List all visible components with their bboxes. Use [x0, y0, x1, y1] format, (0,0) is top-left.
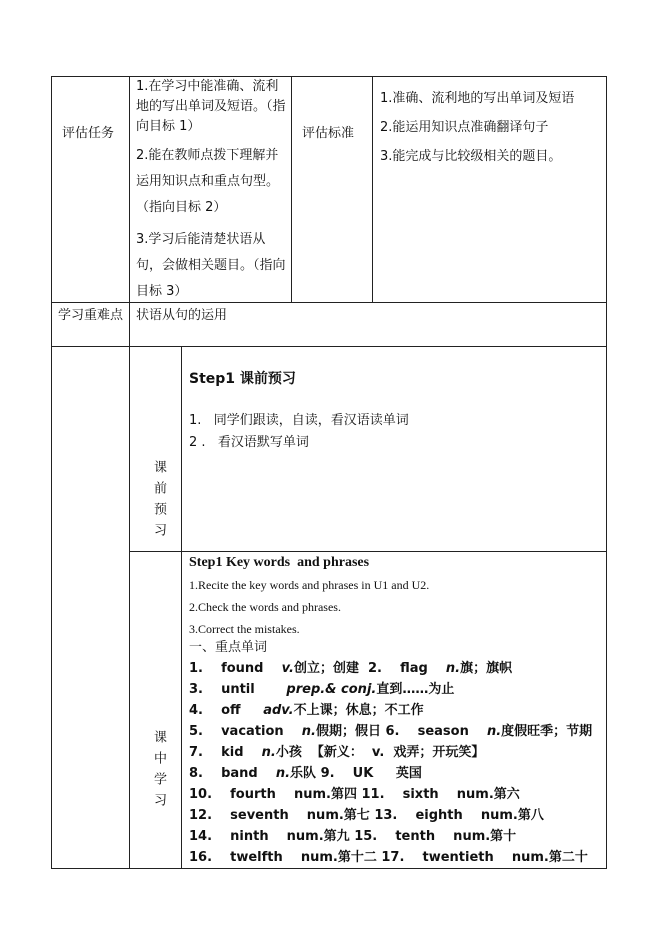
label-before-class-text: 课前预习 [151, 460, 166, 544]
part-of-speech: adv. [263, 703, 294, 718]
word-text: 5. vacation [189, 724, 302, 739]
word-text: 10. fourth num.第四 11. sixth num.第六 [189, 787, 520, 802]
word-text: 旗；旗帜 [460, 661, 513, 676]
key-difficulty-value: 状语从句的运用 [136, 308, 228, 323]
key-word-row [189, 659, 512, 679]
evaluation-standards-list [380, 84, 604, 171]
table-col-divider [129, 76, 130, 869]
table-col-divider [181, 346, 182, 869]
table-border-left [51, 76, 52, 869]
label-evaluation-standard: 评估标准 [302, 126, 355, 141]
key-word-row [189, 827, 516, 847]
key-word-row [189, 764, 422, 784]
task-item: 1.在学习中能准确、流利地的写出单词及短语。（指向目标 1） [136, 79, 286, 134]
part-of-speech: n. [486, 724, 502, 739]
before-class-step-title: Step1 课前预习 [189, 371, 296, 387]
key-word-row [189, 848, 588, 868]
word-text: 直到……为止 [376, 682, 455, 697]
label-in-class [145, 730, 165, 824]
word-text: 度假旺季；节期 [501, 724, 593, 739]
word-text: 12. seventh num.第七 13. eighth num.第八 [189, 808, 544, 823]
part-of-speech: prep.& conj. [286, 682, 377, 697]
key-word-row [189, 701, 424, 721]
in-class-instructions [189, 574, 429, 640]
table-border-right [606, 76, 607, 869]
label-evaluation-tasks: 评估任务 [62, 126, 115, 141]
before-class-items [189, 410, 409, 454]
key-word-row [189, 806, 544, 826]
table-row-divider [129, 551, 607, 552]
table-row-divider [51, 346, 607, 347]
table-row-divider [51, 302, 607, 303]
part-of-speech: v. [281, 661, 294, 676]
task-item: 2.能在教师点拨下理解并运用知识点和重点句型。（指向目标 2） [136, 148, 280, 215]
word-text: 假期；假日 6. season [315, 724, 487, 739]
label-before-class [145, 460, 165, 554]
section-heading-key-words: 一、重点单词 [189, 640, 268, 655]
task-item: 3.学习后能清楚状语从句，会做相关题目。（指向目标 3） [136, 232, 286, 299]
key-word-row [189, 785, 520, 805]
label-key-difficulty: 学习重难点 [58, 308, 124, 323]
key-word-row [189, 680, 454, 700]
key-word-row [189, 722, 592, 742]
instruction-item: 3.Correct the mistakes. [189, 622, 300, 636]
standard-item: 1.准确、流利地的写出单词及短语 [380, 91, 575, 106]
part-of-speech: n. [445, 661, 461, 676]
instruction-item: 1.Recite the key words and phrases in U1 and U2. [189, 578, 430, 592]
instruction-item: 2.Check the words and phrases. [189, 600, 341, 614]
label-in-class-text: 课中学习 [151, 730, 166, 814]
word-text: 8. band [189, 766, 276, 781]
word-text: 乐队 9. UK 英国 [290, 766, 422, 781]
evaluation-tasks-list [136, 77, 288, 305]
part-of-speech: n. [301, 724, 316, 739]
word-text: 3. until [189, 682, 287, 697]
standard-item: 3.能完成与比较级相关的题目。 [380, 149, 562, 164]
key-word-row [189, 743, 484, 763]
table-col-divider [372, 76, 373, 303]
word-text: 小孩 【新义： v. 戏弄；开玩笑】 [275, 745, 485, 760]
before-class-item: 2 . 看汉语默写单词 [189, 435, 309, 450]
word-text: 4. off [189, 703, 264, 718]
before-class-item: 1. 同学们跟读，自读，看汉语读单词 [189, 413, 409, 428]
word-text: 16. twelfth num.第十二 17. twentieth num.第二十 [189, 850, 588, 865]
table-border-top [51, 76, 607, 77]
word-text: 创立；创建 2. flag [293, 661, 446, 676]
word-text: 7. kid [189, 745, 262, 760]
standard-item: 2.能运用知识点准确翻译句子 [380, 120, 549, 135]
word-text: 14. ninth num.第九 15. tenth num.第十 [189, 829, 517, 844]
in-class-step-title: Step1 Key words and phrases [189, 555, 370, 570]
word-text: 1. found [189, 661, 282, 676]
table-border-bottom [51, 868, 607, 869]
word-text: 不上课；休息；不工作 [293, 703, 424, 718]
part-of-speech: n. [261, 745, 276, 760]
part-of-speech: n. [275, 766, 291, 781]
table-col-divider [291, 76, 292, 303]
